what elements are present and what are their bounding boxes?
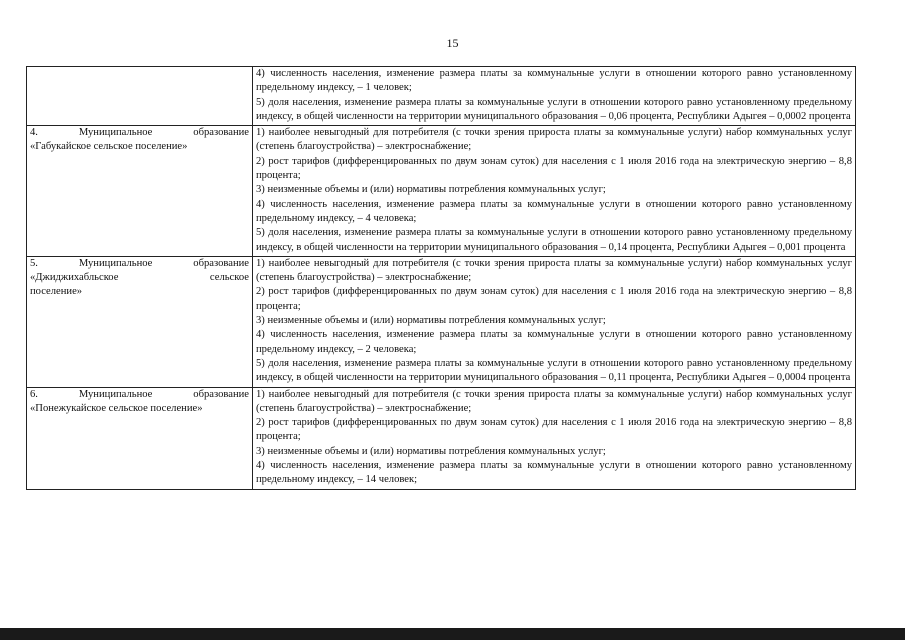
entity-line: «Габукайское сельское поселение»	[30, 141, 188, 153]
document-table	[26, 66, 856, 490]
entity-line: 5. Муниципальное образование	[30, 257, 249, 269]
items-cell	[253, 256, 856, 387]
table-row	[27, 67, 856, 126]
list-item: 4) численность населения, изменение размера платы за коммунальные услуги в отношении которого равно установленному предельному индексу, – 4 человека;	[256, 198, 852, 224]
list-item: 4) численность населения, изменение размера платы за коммунальные услуги в отношении которого равно установленному предельному индексу, – 14 человек;	[256, 460, 852, 486]
table-row	[27, 256, 856, 387]
list-item: 4) численность населения, изменение размера платы за коммунальные услуги в отношении которого равно установленному предельному индексу, – 1 человек;	[256, 68, 852, 94]
list-item: 4) численность населения, изменение размера платы за коммунальные услуги в отношении которого равно установленному предельному индексу, – 2 человека;	[256, 329, 852, 355]
page-number: 15	[446, 36, 459, 50]
list-item: 5) доля населения, изменение размера платы за коммунальные услуги в отношении которого равно установленному предельному индексу, в общей численности на территории муниципального образования – 0,11 процента, Республики Адыгея – 0,0004 процента	[256, 357, 852, 384]
list-item: 3) неизменные объемы и (или) нормативы потребления коммунальных услуг;	[256, 445, 606, 457]
list-item: 2) рост тарифов (дифференцированных по двум зонам суток) для населения с 1 июля 2016 года на электрическую энергию – 8,8 процента;	[256, 155, 852, 182]
entity-line: «Понежукайское сельское поселение»	[30, 402, 203, 414]
entity-line: 4. Муниципальное образование	[30, 127, 249, 139]
entity-cell	[27, 67, 253, 126]
list-item: 5) доля населения, изменение размера платы за коммунальные услуги в отношении которого равно установленному предельному индексу, в общей численности на территории муниципального образования – 0,06 процента, Республики Адыгея – 0,0002 процента	[256, 96, 852, 122]
list-item: 1) наиболее невыгодный для потребителя (с точки зрения прироста платы за коммунальные услуги) набор коммунальных услуг (степень благоустройства) – электроснабжение;	[256, 388, 852, 414]
list-item: 5) доля населения, изменение размера платы за коммунальные услуги в отношении которого равно установленному предельному индексу, в общей численности на территории муниципального образования – 0,14 процента, Республики Адыгея – 0,001 процента	[256, 227, 852, 253]
table-row	[27, 126, 856, 257]
entity-line: «Джиджихабльское сельское	[30, 272, 249, 284]
scan-edge-bar	[0, 628, 905, 640]
list-item: 1) наиболее невыгодный для потребителя (с точки зрения прироста платы за коммунальные услуги) набор коммунальных услуг (степень благоустройства) – электроснабжение;	[256, 127, 852, 153]
table-row	[27, 387, 856, 489]
entity-line: поселение»	[30, 286, 83, 298]
list-item: 3) неизменные объемы и (или) нормативы потребления коммунальных услуг;	[256, 184, 606, 196]
entity-cell	[27, 126, 253, 257]
items-cell	[253, 126, 856, 257]
list-item: 3) неизменные объемы и (или) нормативы потребления коммунальных услуг;	[256, 315, 606, 327]
list-item: 2) рост тарифов (дифференцированных по двум зонам суток) для населения с 1 июля 2016 года на электрическую энергию – 8,8 процента;	[256, 286, 852, 312]
entity-cell	[27, 256, 253, 387]
list-item: 1) наиболее невыгодный для потребителя (с точки зрения прироста платы за коммунальные услуги) набор коммунальных услуг (степень благоустройства) – электроснабжение;	[256, 257, 852, 284]
list-item: 2) рост тарифов (дифференцированных по двум зонам суток) для населения с 1 июля 2016 года на электрическую энергию – 8,8 процента;	[256, 417, 852, 443]
items-cell	[253, 67, 856, 126]
items-cell	[253, 387, 856, 489]
entity-line: 6. Муниципальное образование	[30, 388, 249, 400]
entity-cell	[27, 387, 253, 489]
